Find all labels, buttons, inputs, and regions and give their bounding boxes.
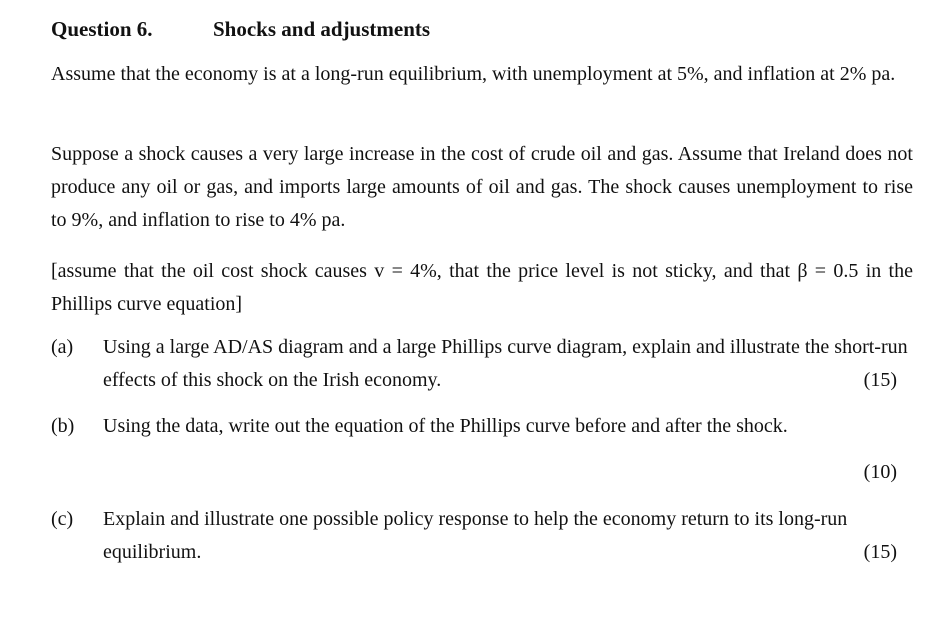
part-a-marks: (15) xyxy=(863,369,897,391)
question-heading xyxy=(51,17,431,42)
part-b-label: (b) xyxy=(51,415,75,437)
paragraph-assumptions: [assume that the oil cost shock causes v = 4%, that the price level is not sticky, and that β = 0.5 in the Phillips curve equation] xyxy=(51,260,913,315)
part-a-text: Using a large AD/AS diagram and a large Phillips curve diagram, explain and illustrate the short-run effects of this shock on the Irish economy. xyxy=(103,336,908,391)
part-c-text: Explain and illustrate one possible policy response to help the economy return to its long-run equilibrium. xyxy=(103,508,848,563)
question-number: Question 6. xyxy=(51,17,153,41)
part-a-label: (a) xyxy=(51,336,74,358)
part-c-marks: (15) xyxy=(863,541,897,563)
part-b-marks: (10) xyxy=(863,461,897,483)
question-title: Shocks and adjustments xyxy=(213,17,431,41)
part-c-label: (c) xyxy=(51,508,74,530)
part-b-text: Using the data, write out the equation of the Phillips curve before and after the shock. xyxy=(103,415,788,437)
paragraph-equilibrium: Assume that the economy is at a long-run equilibrium, with unemployment at 5%, and inflation at 2% pa. xyxy=(51,63,896,85)
paragraph-shock: Suppose a shock causes a very large increase in the cost of crude oil and gas. Assume that Ireland does not produce any oil or gas, and imports large amounts of oil and gas. The shock causes unemployment to rise to 9%, and inflation to rise to 4% pa. xyxy=(51,143,913,231)
